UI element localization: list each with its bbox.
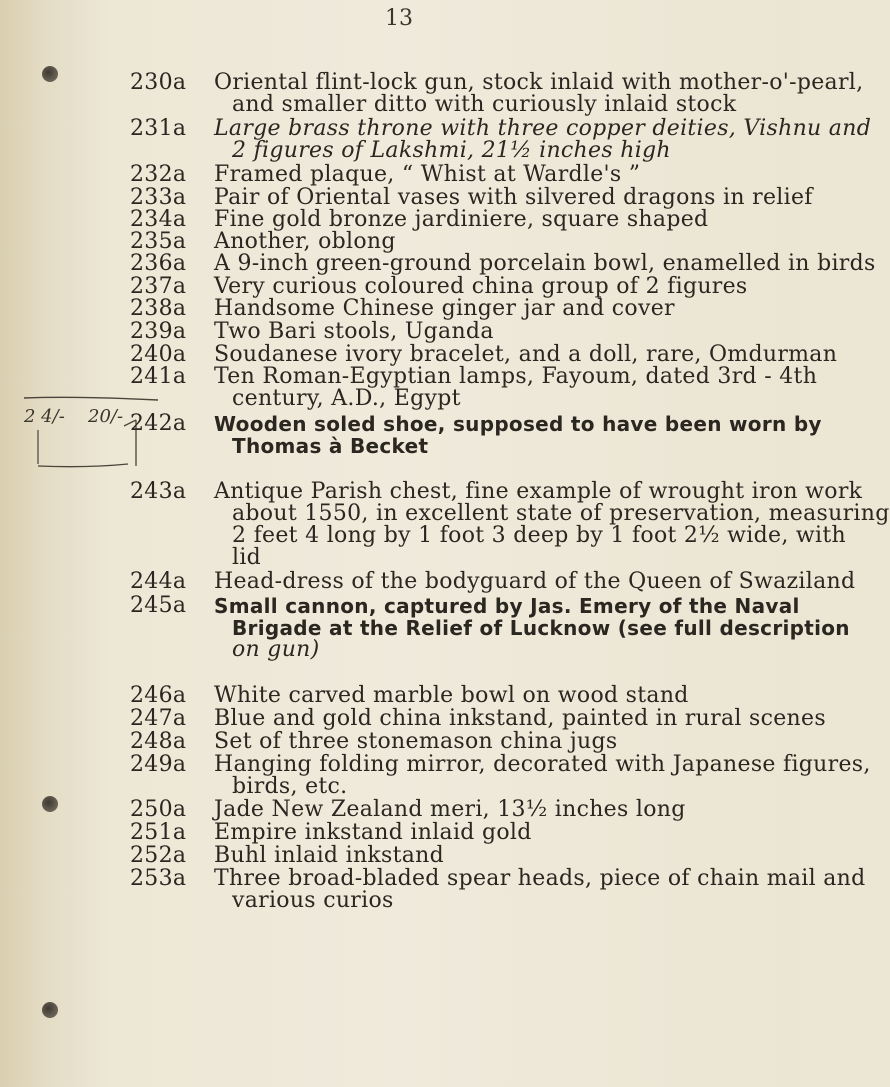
description-line: about 1550, in excellent state of preservation, measuring [232,501,890,526]
lot-description [214,594,850,662]
punch-hole-middle [42,796,58,812]
lot-description [214,845,784,867]
lot-number: 245a [130,593,187,618]
description-line: Wooden soled shoe, supposed to have been worn by [214,412,822,436]
lot-number: 230a [130,70,187,95]
description-line: Jade New Zealand meri, 13½ inches long [214,797,686,822]
lot-number: 244a [130,569,187,594]
lot-description [214,752,871,799]
lot-description [214,866,866,913]
description-line: various curios [232,888,394,913]
description-line: Three broad-bladed spear heads, piece of chain mail and [214,866,866,891]
description-line: Hanging folding mirror, decorated with Japanese figures, [214,752,871,777]
lot-number: 251a [130,820,187,845]
lot-number: 241a [130,364,187,389]
description-line: Buhl inlaid inkstand [214,843,445,868]
lot-description [214,479,890,570]
description-line: Empire inkstand inlaid gold [214,820,532,845]
description-line: White carved marble bowl on wood stand [214,683,689,708]
lot-description [214,298,784,320]
lot-number: 234a [130,207,187,232]
description-line: 2 feet 4 long by 1 foot 3 deep by 1 foot 2½ wide, with [232,523,846,548]
lot-number: 246a [130,683,187,708]
description-line: 2 figures of Lakshmi, 21½ inches high [232,138,671,163]
page-number: 13 [385,6,413,31]
lot-description [214,364,818,411]
lot-number: 252a [130,843,187,868]
description-line: Brigade at the Relief of Lucknow (see full description [232,616,850,640]
lot-number: 248a [130,729,187,754]
lot-number: 253a [130,866,187,891]
punch-hole-top [42,66,58,82]
lot-number: 233a [130,185,187,210]
description-line: Large brass throne with three copper deities, Vishnu and [214,116,872,141]
description-line: Handsome Chinese ginger jar and cover [214,296,675,321]
lot-description [214,342,838,367]
lot-description [214,569,856,594]
description-line: Set of three stonemason china jugs [214,729,618,754]
lot-description [214,731,784,753]
lot-description [214,231,784,253]
lot-description [214,412,822,458]
description-line: century, A.D., Egypt [232,386,461,411]
lot-number: 237a [130,274,187,299]
description-line: Framed plaque, “ Whist at Wardle's ” [214,162,641,187]
svg-text:20/-: 20/- [88,406,124,427]
lot-description [214,276,784,298]
lot-number: 239a [130,319,187,344]
lot-description [214,685,784,707]
lot-description [214,164,784,186]
description-line: Small cannon, captured by Jas. Emery of the Naval [214,594,800,618]
lot-number: 243a [130,479,187,504]
lot-number: 242a [130,411,187,436]
lot-description [214,321,784,343]
description-line: Another, oblong [214,229,396,254]
lot-description [214,799,784,821]
lot-description [214,209,784,231]
lot-number: 238a [130,296,187,321]
description-line: Pair of Oriental vases with silvered dragons in relief [214,185,813,210]
lot-number: 235a [130,229,187,254]
lot-number: 232a [130,162,187,187]
lot-description [214,116,872,163]
lot-number: 236a [130,251,187,276]
lot-number: 247a [130,706,187,731]
description-line: Fine gold bronze jardiniere, square shaped [214,207,709,232]
description-line: Ten Roman-Egyptian lamps, Fayoum, dated 3rd - 4th [214,364,818,389]
description-line: on gun) [232,637,320,662]
lot-description [214,822,784,844]
description-line: lid [232,545,262,570]
description-line: Blue and gold china inkstand, painted in rural scenes [214,706,826,731]
punch-hole-bottom [42,1002,58,1018]
lot-number: 240a [130,342,187,367]
svg-text:2 4/-: 2 4/- [24,406,65,427]
description-line: and smaller ditto with curiously inlaid stock [232,92,737,117]
description-line: Antique Parish chest, fine example of wrought iron work [214,479,863,504]
description-line: birds, etc. [232,774,348,799]
description-line: Soudanese ivory bracelet, and a doll, rare, Omdurman [214,342,838,367]
description-line: Oriental flint-lock gun, stock inlaid with mother-o'-pearl, [214,70,864,95]
lot-number: 249a [130,752,187,777]
description-line: Head-dress of the bodyguard of the Queen of Swaziland [214,569,856,594]
description-line: Thomas à Becket [232,434,429,458]
lot-number: 250a [130,797,187,822]
lot-description [214,251,876,276]
lot-description [214,706,826,731]
lot-number: 231a [130,116,187,141]
description-line: Two Bari stools, Uganda [214,319,494,344]
lot-description [214,185,813,210]
description-line: Very curious coloured china group of 2 figures [214,274,748,299]
description-line: A 9-inch green-ground porcelain bowl, enamelled in birds [214,251,876,276]
lot-description [214,70,864,117]
handwritten-annotation [18,396,218,492]
